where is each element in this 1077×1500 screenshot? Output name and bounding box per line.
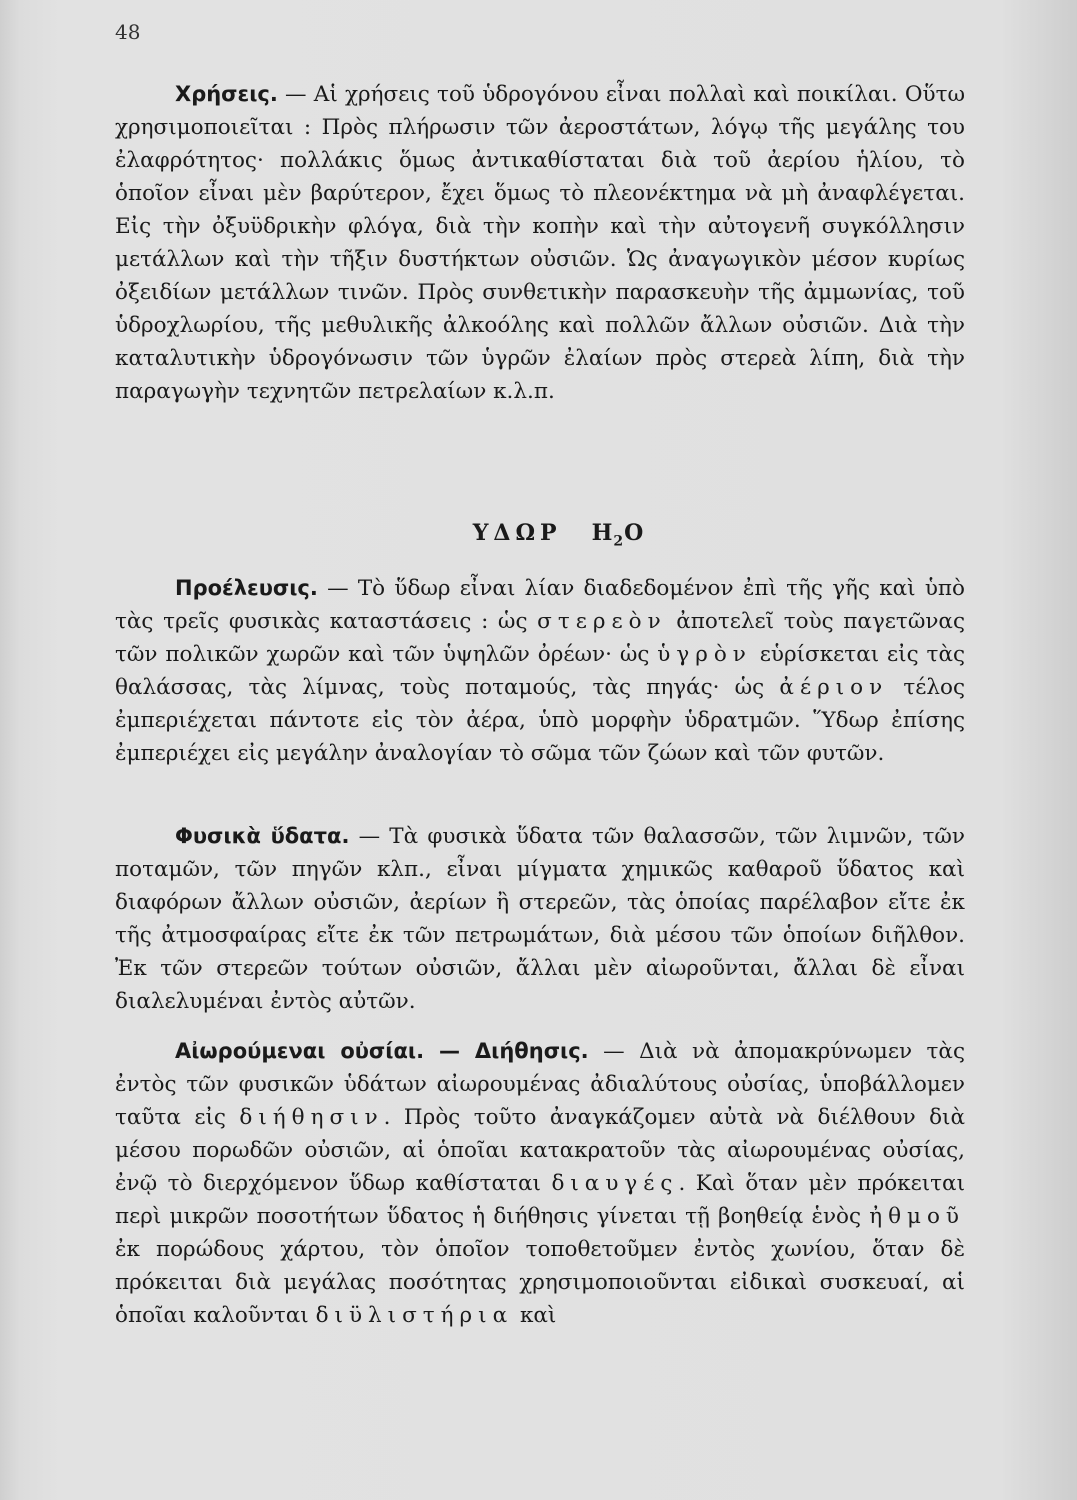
paragraph-origin: Προέλευσις. — Τὸ ὕδωρ εἶναι λίαν διαδεδομένον ἐπὶ τῆς γῆς καὶ ὑπὸ τὰς τρεῖς φυσικὰς καταστάσεις : ὡς στερεὸν ἀποτελεῖ τοὺς παγετῶνας τῶν πολικῶν χωρῶν καὶ τῶν ὑψηλῶν ὀρέων· ὡς ὑγρὸν εὑρίσκεται εἰς τὰς θαλάσσας, τὰς λίμνας, τοὺς ποταμούς, τὰς πηγάς· ὡς ἀέριον τέλος ἐμπεριέχεται πάντοτε εἰς τὸν ἀέρα, ὑπὸ μορφὴν ὑδρατμῶν. Ὕδωρ ἐπίσης ἐμπεριέχει εἰς μεγάλην ἀναλογίαν τὸ σῶμα τῶν ζώων καὶ τῶν φυτῶν.	[115, 576, 966, 766]
emphasis-clear: διαυγές	[551, 1171, 679, 1196]
section-heading-water	[20, 520, 1077, 549]
suspended-title: Αἰωρούμεναι οὐσίαι. — Διήθησις.	[175, 1039, 589, 1063]
uses-title: Χρήσεις.	[175, 82, 278, 106]
page-number: 48	[115, 20, 141, 44]
uses-text: — Αἱ χρήσεις τοῦ ὑδρογόνου εἶναι πολλαὶ καὶ ποικίλαι. Οὕτω χρησιμοποιεῖται : Πρὸς πλήρωσιν τῶν ἀεροστάτων, λόγῳ τῆς μεγάλης του ἐλαφρότητος· πολλάκις ὅμως ἀντικαθίσταται διὰ τοῦ ἀερίου ἡλίου, τὸ ὁποῖον εἶναι μὲν βαρύτερον, ἔχει ὅμως τὸ πλεονέκτημα νὰ μὴ ἀναφλέγεται. Εἰς τὴν ὀξυϋδρικὴν φλόγα, διὰ τὴν κοπὴν καὶ τὴν αὐτογενῆ συγκόλλησιν μετάλλων καὶ τὴν τῆξιν δυστήκτων οὐσιῶν. Ὡς ἀναγωγικὸν μέσον κυρίως ὀξειδίων μετάλλων τινῶν. Πρὸς συνθετικὴν παρασκευὴν τῆς ἀμμωνίας, τοῦ ὑδροχλωρίου, τῆς μεθυλικῆς ἀλκοόλης καὶ πολλῶν ἄλλων οὐσιῶν. Διὰ τὴν καταλυτικὴν ὑδρογόνωσιν τῶν ὑγρῶν ἐλαίων πρὸς στερεὰ λίπη, διὰ τὴν παραγωγὴν τεχνητῶν πετρελαίων κ.λ.π.	[115, 82, 965, 404]
emphasis-filtration: διήθησιν	[239, 1105, 384, 1130]
origin-title: Προέλευσις.	[175, 576, 318, 600]
heading-title: ΥΔΩΡ	[472, 520, 562, 546]
paragraph-suspended-filtration: Αἰωρούμεναι οὐσίαι. — Διήθησις. — Διὰ νὰ ἀπομακρύνωμεν τὰς ἐντὸς τῶν φυσικῶν ὑδάτων αἰωρουμένας ἀδιαλύτους οὐσίας, ὑποβάλλομεν ταῦτα εἰς διήθησιν. Πρὸς τοῦτο ἀναγκάζομεν αὐτὰ νὰ διέλθουν διὰ μέσου πορωδῶν οὐσιῶν, αἱ ὁποῖαι κατακρατοῦν τὰς αἰωρουμένας οὐσίας, ἐνῷ τὸ διερχόμενον ὕδωρ καθίσταται διαυγές. Καὶ ὅταν μὲν πρόκειται περὶ μικρῶν ποσοτήτων ὕδατος ἡ διήθησις γίνεται τῇ βοηθείᾳ ἑνὸς ἠθμοῦ ἐκ πορώδους χάρτου, τὸν ὁποῖον τοποθετοῦμεν ἐντὸς χωνίου, ὅταν δὲ πρόκειται διὰ μεγάλας ποσότητας χρησιμοποιοῦνται εἰδικαὶ συσκευαί, αἱ ὁποῖαι καλοῦνται διϋλιστήρια καὶ	[115, 1039, 965, 1328]
paragraph-uses	[115, 78, 965, 408]
natural-waters-title: Φυσικὰ ὕδατα.	[175, 824, 350, 848]
emphasis-solid: στερεὸν	[537, 609, 667, 634]
natural-waters-text: — Τὰ φυσικὰ ὕδατα τῶν θαλασσῶν, τῶν λιμνῶν, τῶν ποταμῶν, τῶν πηγῶν κλπ., εἶναι μίγματα χημικῶς καθαροῦ ὕδατος καὶ διαφόρων ἄλλων οὐσιῶν, ἀερίων ἢ στερεῶν, τὰς ὁποίας παρέλαβον εἴτε ἐκ τῆς ἀτμοσφαίρας εἴτε ἐκ τῶν πετρωμάτων, διὰ μέσου τῶν ὁποίων διῆλθον. Ἐκ τῶν στερεῶν τούτων οὐσιῶν, ἄλλαι μὲν αἰωροῦνται, ἄλλαι δὲ εἶναι διαλελυμέναι ἐντὸς αὐτῶν.	[115, 824, 965, 1014]
emphasis-liquid: ὑγρὸν	[657, 642, 752, 667]
chemical-formula: $H_2O$	[591, 520, 645, 550]
paragraph-natural-waters	[115, 820, 965, 1018]
emphasis-filter: ἠθμοῦ	[869, 1204, 965, 1229]
emphasis-gaseous: ἀέριον	[779, 675, 889, 700]
emphasis-filters: διϋλιστήρια	[315, 1303, 514, 1328]
